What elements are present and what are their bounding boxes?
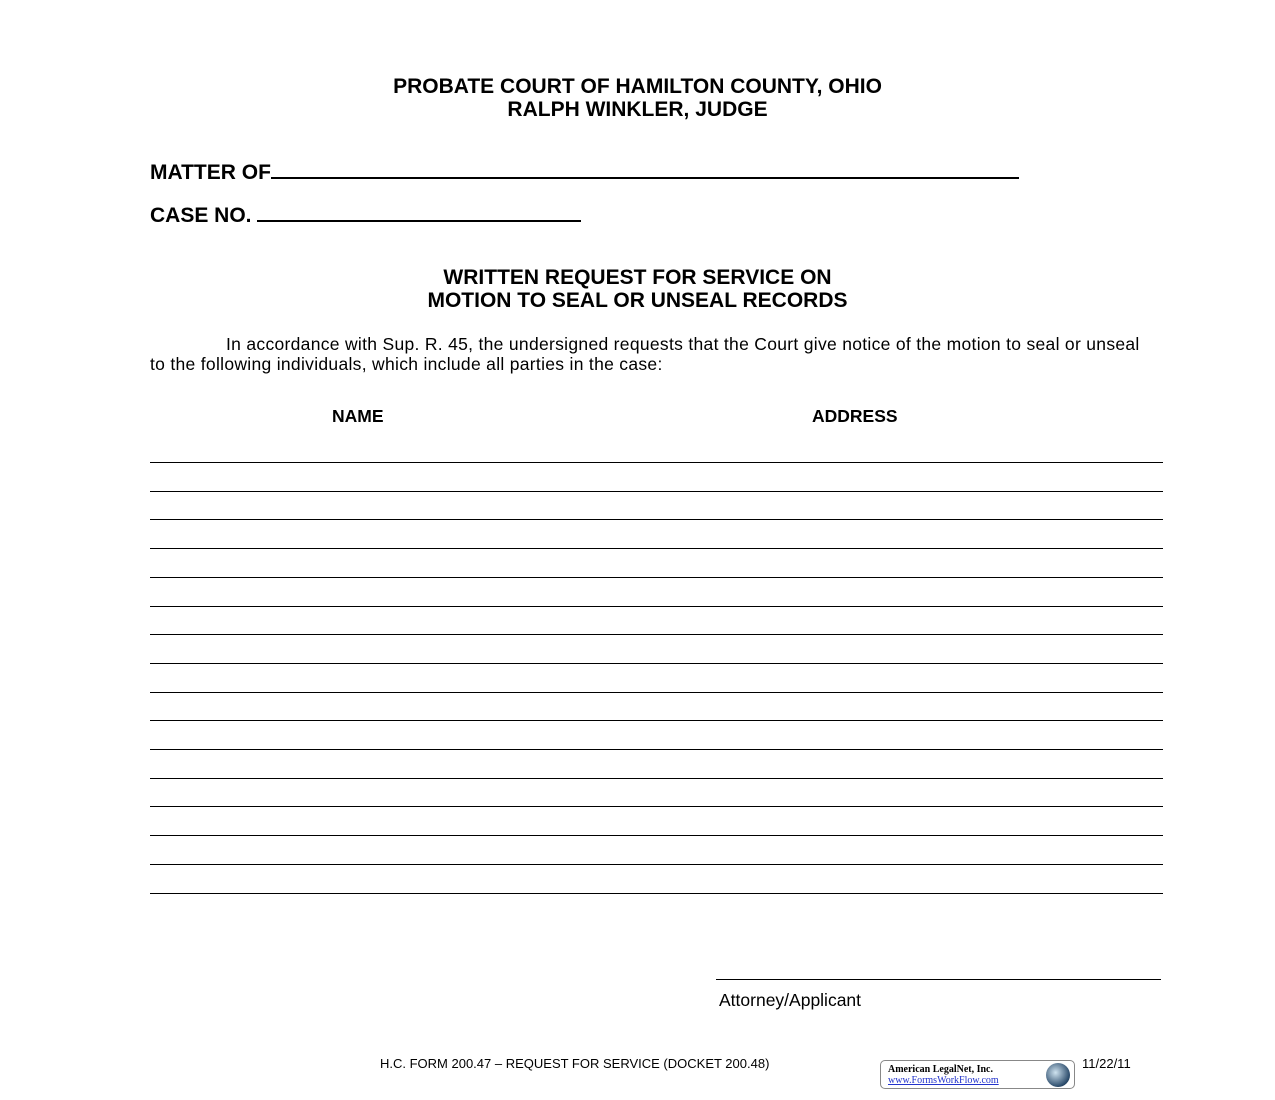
american-legalnet-logo[interactable] bbox=[880, 1060, 1075, 1089]
blank-entry-line[interactable] bbox=[150, 692, 1163, 693]
matter-of-label: MATTER OF bbox=[150, 161, 271, 184]
case-no-field bbox=[150, 202, 581, 228]
blank-entry-line[interactable] bbox=[150, 519, 1163, 520]
case-no-input[interactable] bbox=[257, 202, 581, 222]
matter-of-field bbox=[150, 159, 1019, 185]
column-address: ADDRESS bbox=[812, 406, 898, 426]
globe-icon bbox=[1046, 1063, 1070, 1087]
blank-entry-line[interactable] bbox=[150, 720, 1163, 721]
request-paragraph: In accordance with Sup. R. 45, the undersigned requests that the Court give notice of the motion to seal or unseal to the following individuals, which include all parties in the case: bbox=[150, 334, 1140, 374]
footer-date: 11/22/11 bbox=[1082, 1056, 1131, 1071]
blank-entry-line[interactable] bbox=[150, 864, 1163, 865]
case-no-label: CASE NO. bbox=[150, 204, 252, 227]
footer-form-id: H.C. FORM 200.47 – REQUEST FOR SERVICE (DOCKET 200.48) bbox=[380, 1056, 770, 1071]
blank-entry-line[interactable] bbox=[150, 634, 1163, 635]
court-name: PROBATE COURT OF HAMILTON COUNTY, OHIO bbox=[393, 75, 882, 98]
blank-entry-line[interactable] bbox=[150, 606, 1163, 607]
logo-link[interactable]: www.FormsWorkFlow.com bbox=[888, 1075, 999, 1086]
blank-entry-line[interactable] bbox=[150, 462, 1163, 463]
blank-entry-line[interactable] bbox=[150, 663, 1163, 664]
judge-name: RALPH WINKLER, JUDGE bbox=[507, 98, 768, 121]
logo-name: American LegalNet, Inc. bbox=[888, 1064, 993, 1075]
signature-line[interactable] bbox=[716, 979, 1161, 980]
column-name: NAME bbox=[332, 406, 384, 426]
blank-entry-line[interactable] bbox=[150, 835, 1163, 836]
blank-entry-line[interactable] bbox=[150, 577, 1163, 578]
form-title-line2: MOTION TO SEAL OR UNSEAL RECORDS bbox=[427, 289, 848, 312]
blank-entry-line[interactable] bbox=[150, 893, 1163, 894]
blank-entry-line[interactable] bbox=[150, 548, 1163, 549]
blank-entry-line[interactable] bbox=[150, 778, 1163, 779]
blank-entry-line[interactable] bbox=[150, 806, 1163, 807]
blank-entry-line[interactable] bbox=[150, 491, 1163, 492]
form-title-line1: WRITTEN REQUEST FOR SERVICE ON bbox=[443, 266, 832, 289]
signature-label: Attorney/Applicant bbox=[719, 990, 862, 1010]
blank-entry-line[interactable] bbox=[150, 749, 1163, 750]
matter-of-input[interactable] bbox=[271, 159, 1019, 179]
